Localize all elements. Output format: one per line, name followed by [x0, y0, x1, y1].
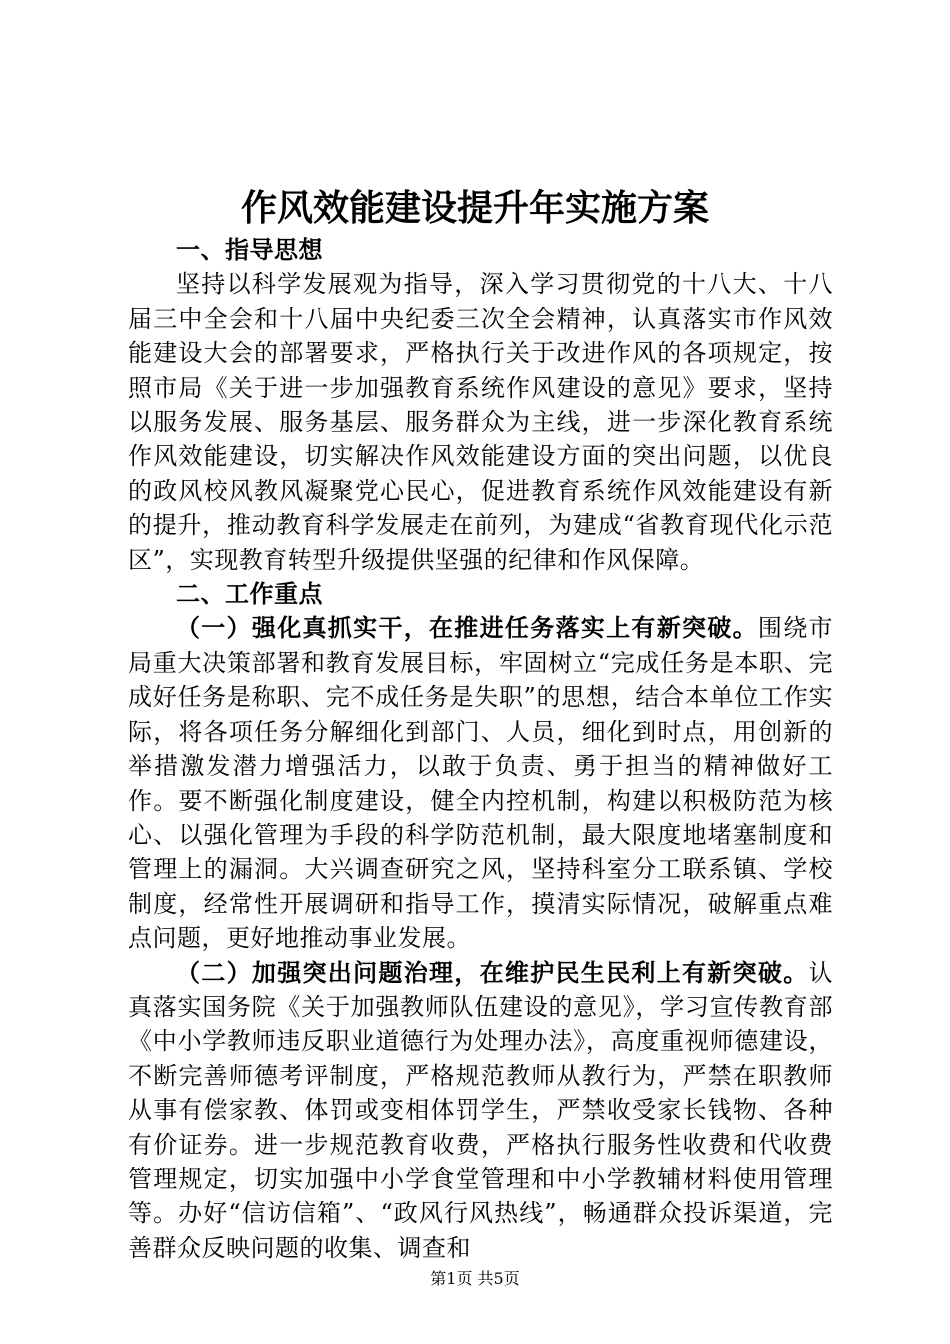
document-title: 作风效能建设提升年实施方案	[240, 187, 709, 229]
item-2-title: （二）加强突出问题治理，在维护民生民利上有新突破。	[176, 957, 809, 987]
section-2-item-1	[128, 611, 833, 955]
page-footer: 第1页 共5页	[430, 1269, 520, 1288]
section-1-paragraph: 坚持以科学发展观为指导，深入学习贯彻党的十八大、十八届三中全会和十八届中央纪委三次全会精神，认真落实市作风效能建设大会的部署要求，严格执行关于改进作风的各项规定，按照市局《关于进一步加强教育系统作风建设的意见》要求，坚持以服务发展、服务基层、服务群众为主线，进一步深化教育系统作风效能建设，切实解决作风效能建设方面的突出问题，以优良的政风校风教风凝聚党心民心，促进教育系统作风效能建设有新的提升，推动教育科学发展走在前列，为建成“省教育现代化示范区”，实现教育转型升级提供坚强的纪律和作风保障。	[128, 270, 833, 574]
section-1-heading: 一、指导思想	[176, 235, 323, 264]
document-body	[128, 233, 833, 1265]
item-2-text: 认真落实国务院《关于加强教师队伍建设的意见》，学习宣传教育部《中小学教师违反职业道德行为处理办法》，高度重视师德建设，不断完善师德考评制度，严格规范教师从教行为，严禁在职教师从事有偿家教、体罚或变相体罚学生，严禁收受家长钱物、各种有价证券。进一步规范教育收费，严格执行服务性收费和代收费管理规定，切实加强中小学食堂管理和中小学教辅材料使用管理等。办好“信访信箱”、“政风行风热线”，畅通群众投诉渠道，完善群众反映问题的收集、调查和	[128, 958, 833, 1262]
section-2-heading: 二、工作重点	[176, 579, 323, 609]
section-2-item-2	[128, 956, 833, 1266]
item-1-text: 围绕市局重大决策部署和教育发展目标，牢固树立“完成任务是本职、完成好任务是称职、完不成任务是失职”的思想，结合本单位工作实际，将各项任务分解细化到部门、人员，细化到时点，用创新的举措激发潜力增强活力，以敢于负责、勇于担当的精神做好工作。要不断强化制度建设，健全内控机制，构建以积极防范为核心、以强化管理为手段的科学防范机制，最大限度地堵塞制度和管理上的漏洞。大兴调查研究之风，坚持科室分工联系镇、学校制度，经常性开展调研和指导工作，摸清实际情况，破解重点难点问题，更好地推动事业发展。	[128, 614, 834, 953]
item-1-title: （一）强化真抓实干，在推进任务落实上有新突破。	[176, 613, 758, 643]
